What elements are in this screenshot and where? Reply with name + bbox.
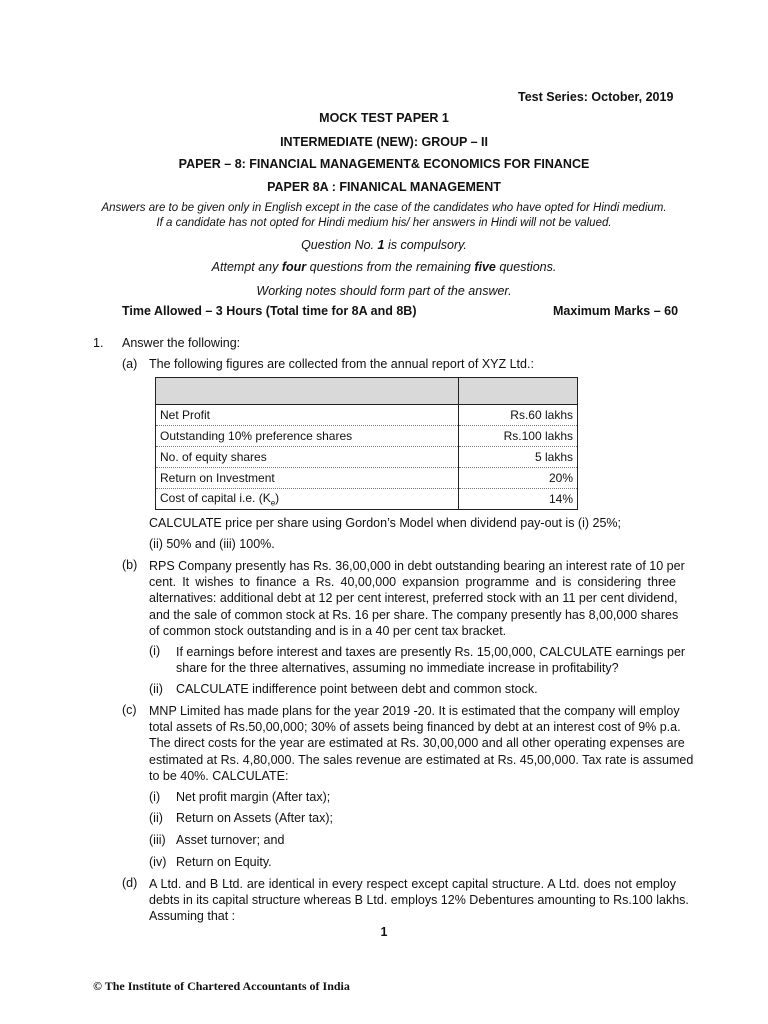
question-intro: Answer the following: bbox=[122, 336, 241, 350]
part-b-i-label: (i) bbox=[149, 644, 161, 658]
medium-note-line1: Answers are to be given only in English except in the case of the candidates who have opted for Hindi medium. bbox=[101, 202, 667, 214]
part-b-paragraph: RPS Company presently has Rs. 36,00,000 in debt outstanding bearing an interest rate of 10 per cent. It wishes to finance a Rs. 40,00,000 expansion programme and is considering three alternatives: additional debt at 12 per cent interest, preferred stock with an 11 per cent dividend, and the sale of common stock at Rs. 16 per share. The company presently has 8,00,000 shares of common stock outstanding and is in a 40 per cent tax bracket. bbox=[149, 559, 685, 638]
part-a-calc-line1: CALCULATE price per share using Gordon’s Model when dividend pay-out is (i) 25%; bbox=[149, 516, 621, 530]
part-c-ii-text: Return on Assets (After tax); bbox=[176, 811, 334, 825]
part-c-label: (c) bbox=[122, 703, 137, 717]
maximum-marks: Maximum Marks – 60 bbox=[553, 304, 679, 318]
part-c-i-label: (i) bbox=[149, 790, 161, 804]
medium-note-line2: If a candidate has not opted for Hindi medium his/ her answers in Hindi will not be valued. bbox=[156, 217, 612, 229]
working-notes: Working notes should form part of the answer. bbox=[256, 284, 512, 298]
compulsory-note: Question No. 1 is compulsory. bbox=[301, 238, 467, 252]
part-c-i-text: Net profit margin (After tax); bbox=[176, 790, 331, 804]
paper-8a-title: PAPER 8A : FINANICAL MANAGEMENT bbox=[267, 180, 501, 194]
time-allowed: Time Allowed – 3 Hours (Total time for 8A and 8B) bbox=[122, 304, 417, 318]
mock-test-title: MOCK TEST PAPER 1 bbox=[319, 111, 449, 125]
part-d-label: (d) bbox=[122, 876, 138, 890]
part-b-ii-label: (ii) bbox=[149, 682, 163, 696]
paper-title: PAPER – 8: FINANCIAL MANAGEMENT& ECONOMICS FOR FINANCE bbox=[178, 157, 590, 171]
table-row: Cost of capital i.e. $(K_e)$ 14% bbox=[156, 489, 578, 510]
part-c-ii-label: (ii) bbox=[149, 811, 163, 825]
part-a-text: The following figures are collected from the annual report of XYZ Ltd.: bbox=[149, 357, 534, 371]
part-c-iii-label: (iii) bbox=[149, 833, 166, 847]
group-title: INTERMEDIATE (NEW): GROUP – II bbox=[280, 135, 488, 149]
table-row: Return on Investment 20% bbox=[156, 468, 578, 489]
table-row: No. of equity shares 5 lakhs bbox=[156, 447, 578, 468]
question-number: 1. bbox=[93, 336, 104, 350]
financial-figures-table bbox=[155, 377, 578, 510]
part-c-iii-text: Asset turnover; and bbox=[176, 833, 285, 847]
part-c-iv-label: (iv) bbox=[149, 855, 167, 869]
page-number: 1 bbox=[380, 925, 388, 939]
part-b-i-text: If earnings before interest and taxes are presently Rs. 15,00,000, CALCULATE earnings per share for the three alternatives, assuming no immediate increase in profitability? bbox=[176, 645, 686, 676]
part-c-paragraph: MNP Limited has made plans for the year 2019 -20. It is estimated that the company will employ total assets of Rs.50,00,000; 30% of assets being financed by debt at an interest cost of 9% p.a. The direct costs for the year are estimated at Rs. 30,00,000 and all other operating expenses are estimated at Rs. 4,80,000. The sales revenue are estimated at Rs. 45,00,000. Tax rate is assumed to be 40%. CALCULATE: bbox=[149, 704, 694, 783]
table-row: Net Profit Rs.60 lakhs bbox=[156, 405, 578, 426]
part-b-label: (b) bbox=[122, 558, 138, 572]
part-a-label: (a) bbox=[122, 357, 138, 371]
table-row: Outstanding 10% preference shares Rs.100 lakhs bbox=[156, 426, 578, 447]
test-series-label: Test Series: October, 2019 bbox=[518, 90, 674, 104]
table-header-row bbox=[156, 378, 578, 405]
part-b-ii-text: CALCULATE indifference point between debt and common stock. bbox=[176, 682, 538, 696]
part-a-calc-line2: (ii) 50% and (iii) 100%. bbox=[149, 537, 275, 551]
part-c-iv-text: Return on Equity. bbox=[176, 855, 272, 869]
copyright-footer: © The Institute of Chartered Accountants of India bbox=[93, 979, 350, 993]
part-d-paragraph: A Ltd. and B Ltd. are identical in every respect except capital structure. A Ltd. does not employ debts in its capital structure whereas B Ltd. employs 12% Debentures amounting to Rs.100 lakhs. Assuming that : bbox=[149, 877, 689, 924]
attempt-note: Attempt any four questions from the remaining five questions. bbox=[211, 260, 557, 274]
